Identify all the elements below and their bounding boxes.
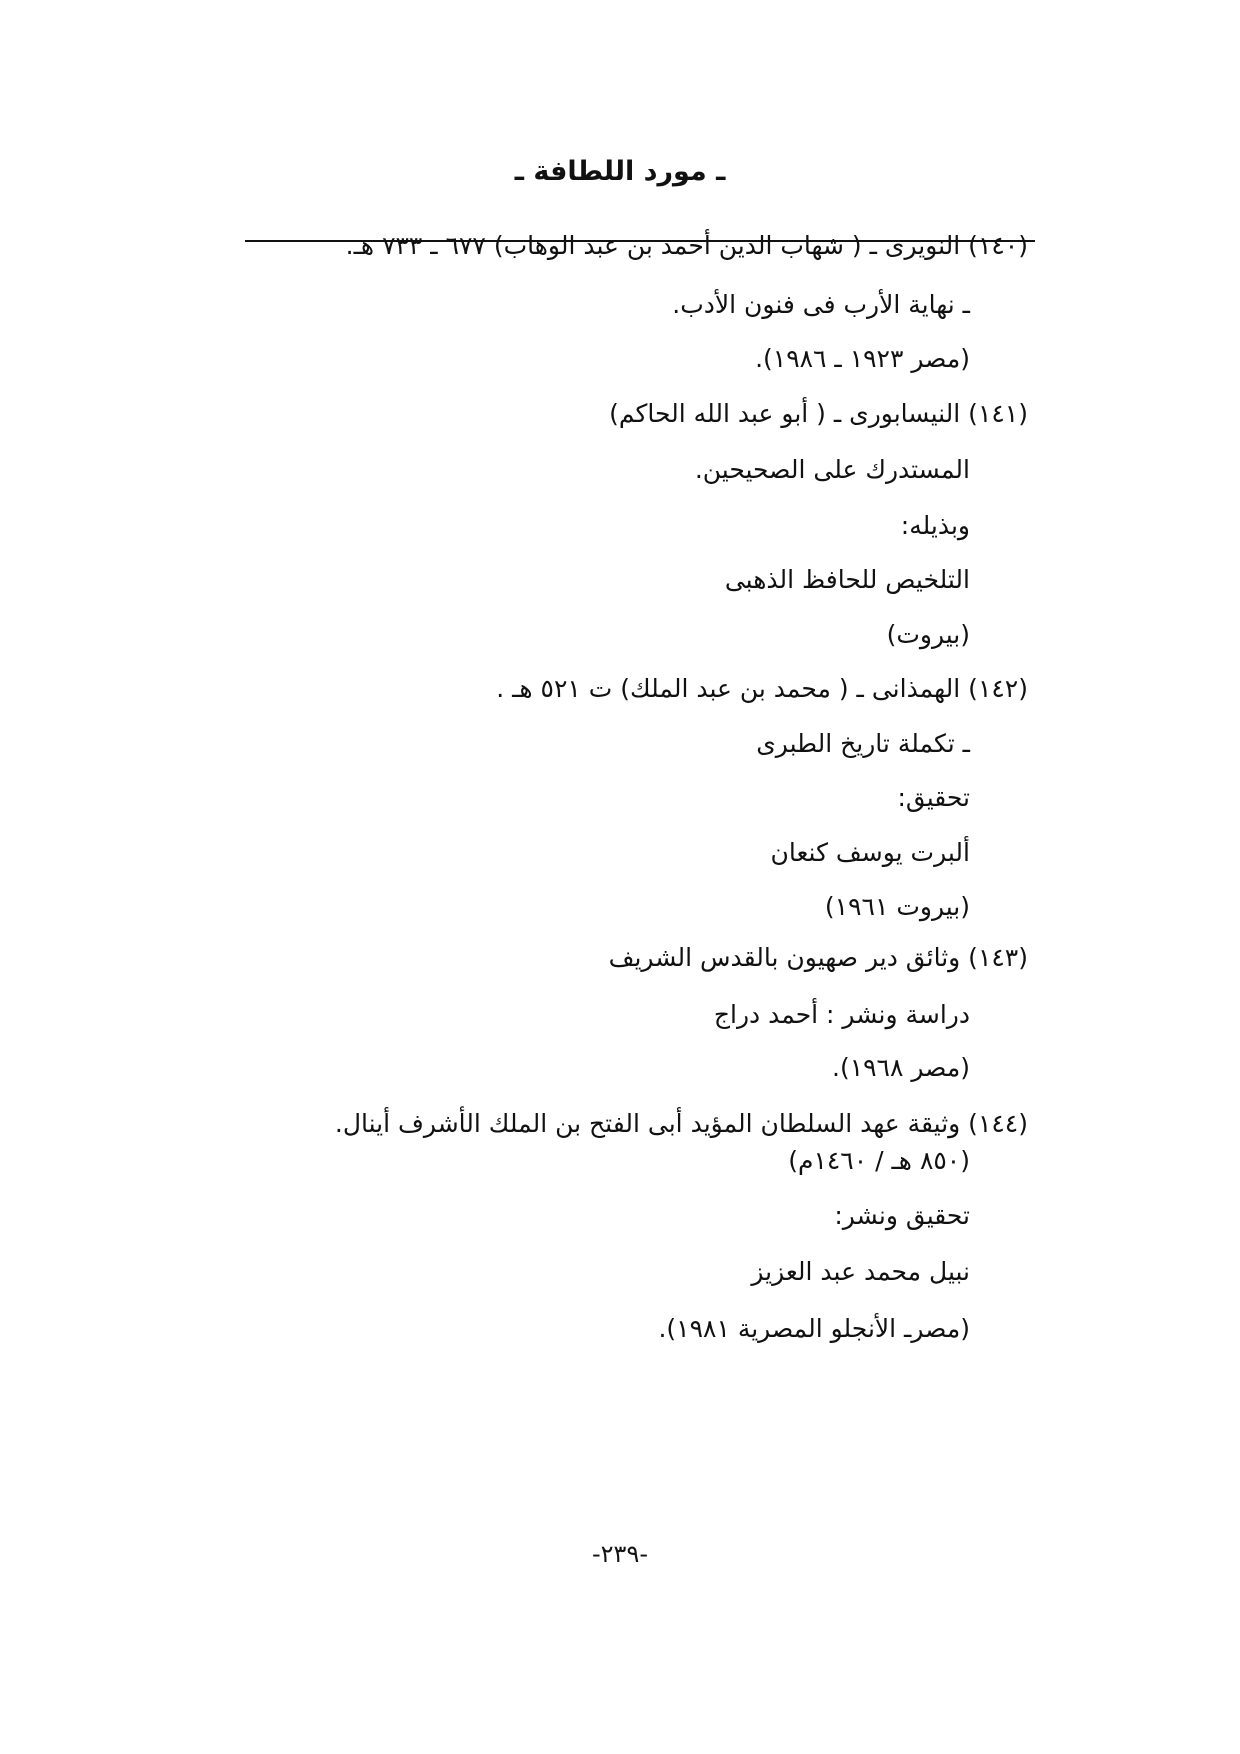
entry-note: وبذيله:: [900, 511, 970, 540]
entry-heading: (١٤٤) وثيقة عهد السلطان المؤيد أبى الفتح بن الملك الأشرف أينال.: [334, 1109, 1028, 1138]
entry-heading: (١٤٠) النويرى ـ ( شهاب الدين أحمد بن عبد الوهاب) ٦٧٧ ـ ٧٣٣ هـ.: [345, 231, 1028, 260]
entry-editor: ألبرت يوسف كنعان: [770, 838, 970, 867]
entry-dates: (٨٥٠ هـ / ١٤٦٠م): [788, 1146, 970, 1175]
entry-title: ـ نهاية الأرب فى فنون الأدب.: [672, 290, 970, 319]
entry-note: التلخيص للحافظ الذهبى: [724, 565, 970, 594]
entry-publication: (مصر ١٩٦٨).: [832, 1053, 970, 1082]
entry-title: المستدرك على الصحيحين.: [694, 455, 970, 484]
entry-heading: (١٤٢) الهمذانى ـ ( محمد بن عبد الملك) ت ٥٢١ هـ .: [496, 674, 1028, 703]
page-header-title: ـ مورد اللطافة ـ: [514, 156, 726, 187]
entry-heading: (١٤١) النيسابورى ـ ( أبو عبد الله الحاكم): [609, 399, 1028, 428]
entry-note: تحقيق ونشر:: [834, 1201, 970, 1230]
entry-editor: نبيل محمد عبد العزيز: [751, 1257, 970, 1286]
entry-publication: (مصر ١٩٢٣ ـ ١٩٨٦).: [755, 344, 970, 373]
entry-note: تحقيق:: [897, 783, 970, 812]
entry-note: دراسة ونشر : أحمد دراج: [713, 1000, 970, 1029]
page-number: -٢٣٩-: [591, 1540, 648, 1568]
entry-publication: (بيروت): [886, 620, 970, 649]
entry-publication: (مصرـ الأنجلو المصرية ١٩٨١).: [658, 1314, 970, 1343]
entry-heading: (١٤٣) وثائق دير صهيون بالقدس الشريف: [608, 943, 1028, 972]
entry-publication: (بيروت ١٩٦١): [824, 892, 970, 921]
entry-title: ـ تكملة تاريخ الطبرى: [756, 729, 970, 758]
